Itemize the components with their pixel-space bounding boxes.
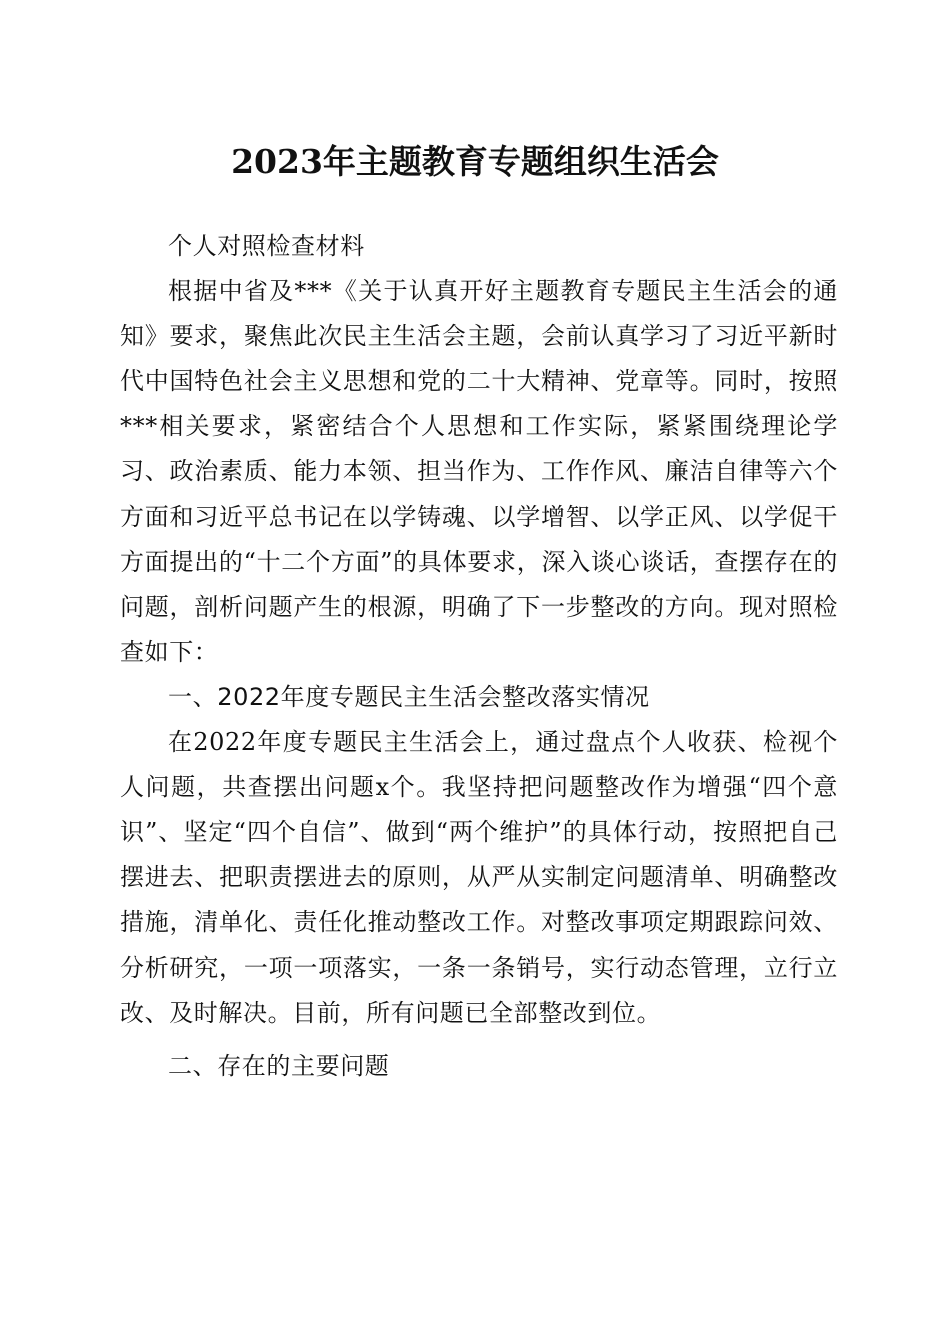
document-title: 2023年主题教育专题组织生活会 (231, 142, 719, 181)
document-subtitle: 个人对照检查材料 (168, 232, 365, 260)
intro-paragraph: 根据中省及***《关于认真开好主题教育专题民主生活会的通知》要求，聚焦此次民主生活会主题，会前认真学习了习近平新时代中国特色社会主义思想和党的二十大精神、党章等。同时，按照***相关要求，紧密结合个人思想和工作实际，紧紧围绕理论学习、政治素质、能力本领、担当作为、工作作风、廉洁自律等六个方面和习近平总书记在以学铸魂、以学增智、以学正风、以学促干方面提出的“十二个方面”的具体要求，深入谈心谈话，查摆存在的问题，剖析问题产生的根源，明确了下一步整改的方向。现对照检查如下： (120, 277, 838, 666)
section-2-heading: 二、存在的主要问题 (168, 1051, 390, 1080)
document-body (120, 224, 838, 1089)
section-1-paragraph: 在2022年度专题民主生活会上，通过盘点个人收获、检视个人问题，共查摆出问题x个。我坚持把问题整改作为增强“四个意识”、坚定“四个自信”、做到“两个维护”的具体行动，按照把自己摆进去、把职责摆进去的原则，从严从实制定问题清单、明确整改措施，清单化、责任化推动整改工作。对整改事项定期跟踪问效、分析研究，一项一项落实，一条一条销号，实行动态管理，立行立改、及时解决。目前，所有问题已全部整改到位。 (120, 728, 838, 1027)
section-1-heading: 一、2022年度专题民主生活会整改落实情况 (168, 682, 650, 711)
